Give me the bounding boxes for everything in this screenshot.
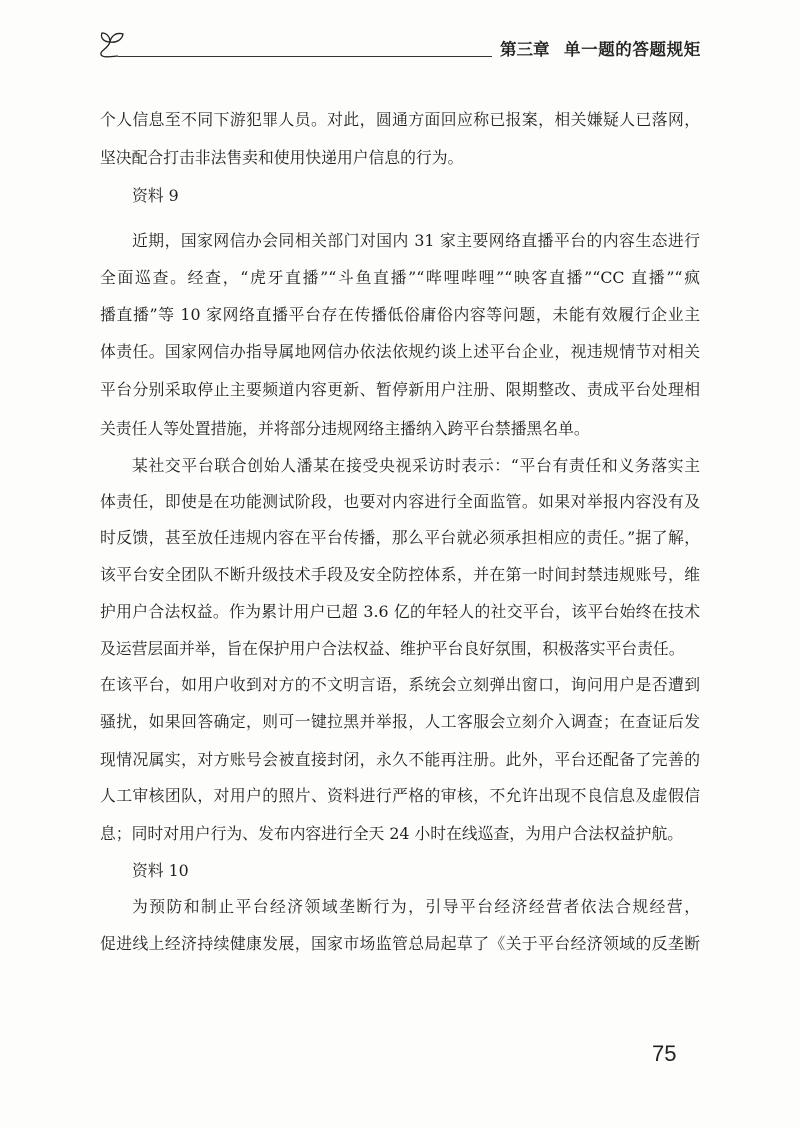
text-line: 全面巡查。经查，“虎牙直播”“斗鱼直播”“哔哩哔哩”“映客直播”“CC 直播”“疯 [100,268,700,287]
text-line: 促进线上经济持续健康发展，国家市场监管总局起草了《关于平台经济领域的反垄断 [100,934,700,953]
text-line: 及运营层面并举，旨在保护用户合法权益、维护平台良好氛围，积极落实平台责任。 [100,639,685,658]
text-line: 该平台安全团队不断升级技术手段及安全防控体系，并在第一时间封禁违规账号，维 [100,565,700,584]
header-rule [118,56,492,57]
chapter-number: 第三章 [500,40,550,59]
text-line: 现情况属实，对方账号会被直接封闭，永久不能再注册。此外，平台还配备了完善的 [100,750,700,769]
text-line: 人工审核团队，对用户的照片、资料进行严格的审核，不允许出现不良信息及虚假信 [100,786,700,805]
text-line: 关责任人等处置措施，并将部分违规网络主播纳入跨平台禁播黑名单。 [100,419,590,438]
text-line: 坚决配合打击非法售卖和使用快递用户信息的行为。 [100,148,464,167]
text-line: 在该平台，如用户收到对方的不文明言语，系统会立刻弹出窗口，询问用户是否遭到 [100,675,700,694]
chapter-title: 单一题的答题规矩 [564,40,701,59]
text-line: 近期，国家网信办会同相关部门对国内 31 家主要网络直播平台的内容生态进行 [132,231,700,250]
text-line: 体责任，即使是在功能测试阶段，也要对内容进行全面监管。如果对举报内容没有及 [100,492,700,511]
text-line: 体责任。国家网信办指导属地网信办依法依规约谈上述平台企业，视违规情节对相关 [100,342,700,361]
text-line: 平台分别采取停止主要频道内容更新、暂停新用户注册、限期整改、责成平台处理相 [100,380,700,399]
text-line: 个人信息至不同下游犯罪人员。对此，圆通方面回应称已报案，相关嫌疑人已落网， [100,110,700,129]
material-label: 资料 9 [132,186,179,205]
material-label: 资料 10 [132,861,189,880]
text-line: 时反馈，甚至放任违规内容在平台传播，那么平台就必须承担相应的责任。”据了解， [100,528,700,547]
text-line: 骚扰，如果回答确定，则可一键拉黑并举报，人工客服会立刻介入调查；在查证后发 [100,712,700,731]
text-line: 播直播”等 10 家网络直播平台存在传播低俗庸俗内容等问题，未能有效履行企业主 [100,305,700,324]
text-line: 护用户合法权益。作为累计用户已超 3.6 亿的年轻人的社交平台，该平台始终在技术 [100,602,700,621]
text-line: 为预防和制止平台经济领域垄断行为，引导平台经济经营者依法合规经营， [132,897,700,916]
page-number: 75 [652,1041,677,1066]
text-line: 某社交平台联合创始人潘某在接受央视采访时表示：“平台有责任和义务落实主 [132,456,700,475]
text-line: 息；同时对用户行为、发布内容进行全天 24 小时在线巡查，为用户合法权益护航。 [100,824,684,843]
